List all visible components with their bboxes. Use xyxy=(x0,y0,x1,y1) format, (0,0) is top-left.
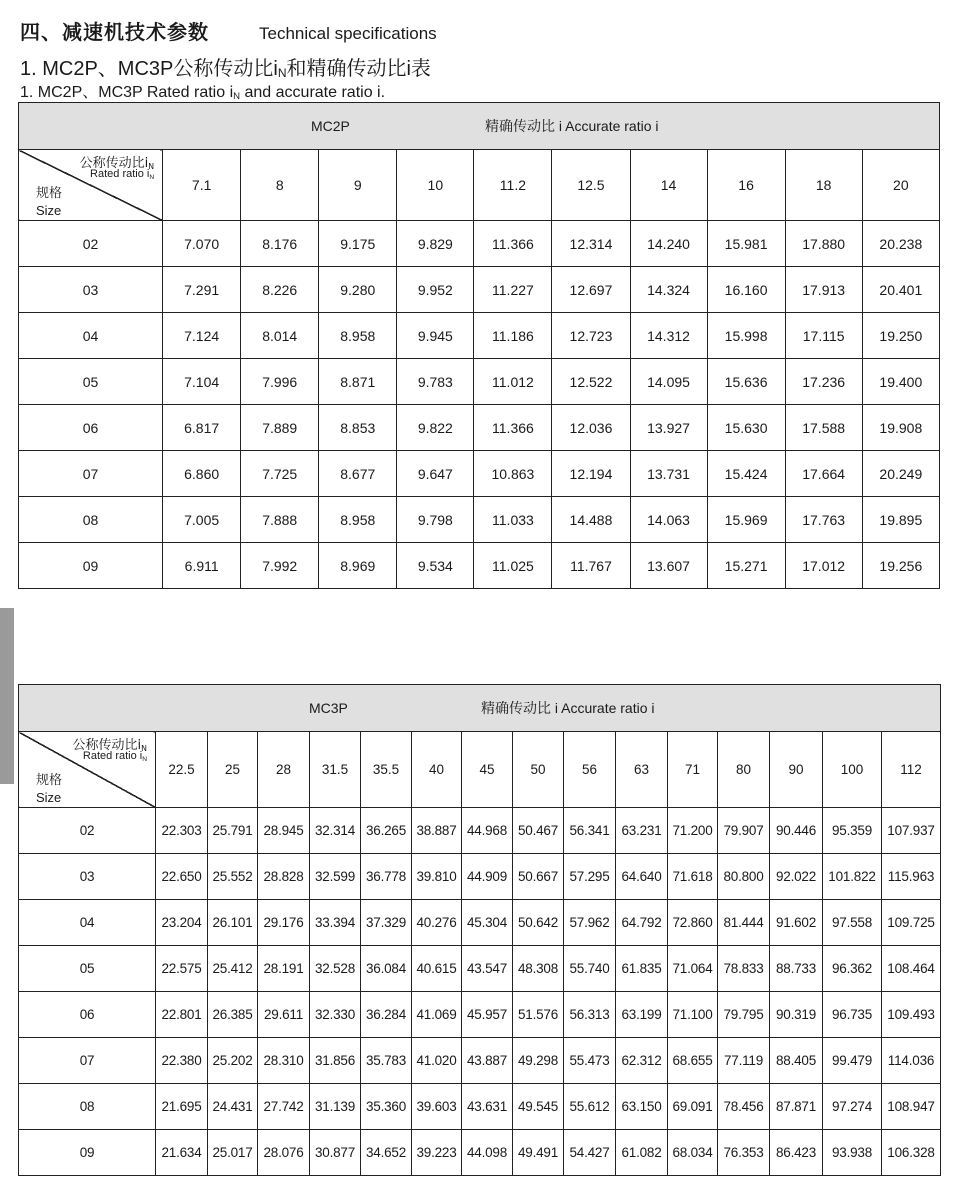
model-name: MC2P xyxy=(311,118,350,134)
accurate-ratio-cell: 32.330 xyxy=(310,992,361,1038)
accurate-ratio-cell: 19.908 xyxy=(862,405,939,451)
table-subtitle-cn: 1. MC2P、MC3P公称传动比$i_N$和精确传动比i表 xyxy=(20,58,431,80)
accurate-ratio-cell: 8.677 xyxy=(319,451,397,497)
size-cell: 05 xyxy=(19,946,156,992)
accurate-ratio-cell: 71.064 xyxy=(668,946,718,992)
accurate-ratio-cell: 36.265 xyxy=(361,808,412,854)
accurate-ratio-cell: 9.534 xyxy=(397,543,474,589)
accurate-ratio-cell: 15.271 xyxy=(707,543,785,589)
accurate-ratio-cell: 29.176 xyxy=(258,900,310,946)
accurate-ratio-cell: 15.981 xyxy=(707,221,785,267)
accurate-ratio-cell: 7.104 xyxy=(163,359,241,405)
accurate-ratio-cell: 69.091 xyxy=(668,1084,718,1130)
rated-ratio-label-en: Rated ratio $i_N$ xyxy=(90,168,155,181)
table-row xyxy=(19,808,941,854)
accurate-ratio-cell: 6.860 xyxy=(163,451,241,497)
table-title-row xyxy=(19,685,941,732)
accurate-ratio-cell: 7.889 xyxy=(241,405,319,451)
rated-ratio-header: 25 xyxy=(208,732,258,808)
mc3p-ratio-table xyxy=(18,684,941,1176)
accurate-ratio-cell: 11.012 xyxy=(474,359,552,405)
accurate-ratio-cell: 86.423 xyxy=(770,1130,823,1176)
accurate-ratio-cell: 12.194 xyxy=(552,451,630,497)
accurate-ratio-cell: 7.124 xyxy=(163,313,241,359)
table-title-cell xyxy=(19,685,941,732)
accurate-ratio-cell: 93.938 xyxy=(823,1130,882,1176)
accurate-ratio-cell: 9.798 xyxy=(397,497,474,543)
accurate-ratio-cell: 108.947 xyxy=(882,1084,941,1130)
accurate-ratio-cell: 97.558 xyxy=(823,900,882,946)
accurate-ratio-cell: 22.380 xyxy=(156,1038,208,1084)
size-cell: 06 xyxy=(19,992,156,1038)
rated-ratio-header: 11.2 xyxy=(474,150,552,221)
accurate-ratio-cell: 17.236 xyxy=(785,359,862,405)
accurate-ratio-cell: 8.226 xyxy=(241,267,319,313)
size-cell: 07 xyxy=(19,1038,156,1084)
table-row xyxy=(19,1130,941,1176)
accurate-ratio-cell: 71.200 xyxy=(668,808,718,854)
accurate-ratio-cell: 36.778 xyxy=(361,854,412,900)
rated-ratio-header: 7.1 xyxy=(163,150,241,221)
accurate-ratio-label: 精确传动比 i Accurate ratio i xyxy=(481,700,655,716)
accurate-ratio-cell: 14.312 xyxy=(630,313,707,359)
accurate-ratio-cell: 30.877 xyxy=(310,1130,361,1176)
accurate-ratio-cell: 61.082 xyxy=(616,1130,668,1176)
accurate-ratio-cell: 26.385 xyxy=(208,992,258,1038)
accurate-ratio-cell: 12.036 xyxy=(552,405,630,451)
accurate-ratio-cell: 19.895 xyxy=(862,497,939,543)
table-row xyxy=(19,451,940,497)
accurate-ratio-cell: 43.631 xyxy=(462,1084,513,1130)
accurate-ratio-cell: 17.763 xyxy=(785,497,862,543)
accurate-ratio-cell: 21.695 xyxy=(156,1084,208,1130)
accurate-ratio-cell: 28.076 xyxy=(258,1130,310,1176)
accurate-ratio-cell: 6.817 xyxy=(163,405,241,451)
table-row xyxy=(19,405,940,451)
accurate-ratio-cell: 12.314 xyxy=(552,221,630,267)
accurate-ratio-cell: 7.005 xyxy=(163,497,241,543)
accurate-ratio-cell: 7.725 xyxy=(241,451,319,497)
rated-ratio-header: 9 xyxy=(319,150,397,221)
accurate-ratio-cell: 25.552 xyxy=(208,854,258,900)
rated-ratio-label-cn: 公称传动比$i_N$ xyxy=(79,156,155,171)
accurate-ratio-cell: 31.856 xyxy=(310,1038,361,1084)
accurate-ratio-cell: 6.911 xyxy=(163,543,241,589)
rated-ratio-header: 100 xyxy=(823,732,882,808)
rated-ratio-header: 31.5 xyxy=(310,732,361,808)
accurate-ratio-cell: 14.324 xyxy=(630,267,707,313)
accurate-ratio-cell: 27.742 xyxy=(258,1084,310,1130)
accurate-ratio-cell: 25.017 xyxy=(208,1130,258,1176)
accurate-ratio-cell: 71.618 xyxy=(668,854,718,900)
accurate-ratio-cell: 11.025 xyxy=(474,543,552,589)
accurate-ratio-cell: 63.231 xyxy=(616,808,668,854)
diagonal-header-cell xyxy=(19,150,163,221)
accurate-ratio-cell: 37.329 xyxy=(361,900,412,946)
rated-ratio-header: 112 xyxy=(882,732,941,808)
accurate-ratio-cell: 43.547 xyxy=(462,946,513,992)
accurate-ratio-cell: 7.070 xyxy=(163,221,241,267)
accurate-ratio-cell: 11.366 xyxy=(474,221,552,267)
accurate-ratio-cell: 49.545 xyxy=(513,1084,564,1130)
table-row xyxy=(19,900,941,946)
accurate-ratio-label: 精确传动比 i Accurate ratio i xyxy=(485,118,659,134)
accurate-ratio-cell: 57.962 xyxy=(564,900,616,946)
accurate-ratio-cell: 50.467 xyxy=(513,808,564,854)
accurate-ratio-cell: 48.308 xyxy=(513,946,564,992)
size-cell: 02 xyxy=(19,808,156,854)
table-title-row xyxy=(19,103,940,150)
accurate-ratio-cell: 17.115 xyxy=(785,313,862,359)
accurate-ratio-cell: 62.312 xyxy=(616,1038,668,1084)
accurate-ratio-cell: 8.014 xyxy=(241,313,319,359)
table-row xyxy=(19,946,941,992)
accurate-ratio-cell: 16.160 xyxy=(707,267,785,313)
accurate-ratio-cell: 56.313 xyxy=(564,992,616,1038)
accurate-ratio-cell: 8.853 xyxy=(319,405,397,451)
accurate-ratio-cell: 61.835 xyxy=(616,946,668,992)
accurate-ratio-cell: 8.958 xyxy=(319,497,397,543)
accurate-ratio-cell: 44.968 xyxy=(462,808,513,854)
accurate-ratio-cell: 78.833 xyxy=(718,946,770,992)
size-cell: 09 xyxy=(19,543,163,589)
accurate-ratio-cell: 14.095 xyxy=(630,359,707,405)
accurate-ratio-cell: 15.969 xyxy=(707,497,785,543)
table-row xyxy=(19,1038,941,1084)
accurate-ratio-cell: 97.274 xyxy=(823,1084,882,1130)
rated-ratio-header: 71 xyxy=(668,732,718,808)
accurate-ratio-cell: 12.697 xyxy=(552,267,630,313)
rated-ratio-label-cn: 公称传动比$i_N$ xyxy=(72,738,147,753)
size-label-cn: 规格 xyxy=(36,773,63,788)
page-edge-tab xyxy=(0,608,14,784)
rated-ratio-header: 8 xyxy=(241,150,319,221)
accurate-ratio-cell: 81.444 xyxy=(718,900,770,946)
accurate-ratio-cell: 54.427 xyxy=(564,1130,616,1176)
accurate-ratio-cell: 50.667 xyxy=(513,854,564,900)
accurate-ratio-cell: 106.328 xyxy=(882,1130,941,1176)
model-name: MC3P xyxy=(309,700,348,716)
accurate-ratio-cell: 10.863 xyxy=(474,451,552,497)
accurate-ratio-cell: 28.310 xyxy=(258,1038,310,1084)
accurate-ratio-cell: 15.998 xyxy=(707,313,785,359)
accurate-ratio-cell: 22.575 xyxy=(156,946,208,992)
accurate-ratio-cell: 19.250 xyxy=(862,313,939,359)
accurate-ratio-cell: 55.740 xyxy=(564,946,616,992)
rated-ratio-header: 35.5 xyxy=(361,732,412,808)
table-title-cell xyxy=(19,103,940,150)
section-title-en: Technical specifications xyxy=(259,24,437,43)
size-cell: 03 xyxy=(19,267,163,313)
accurate-ratio-cell: 80.800 xyxy=(718,854,770,900)
table-row xyxy=(19,497,940,543)
accurate-ratio-cell: 88.405 xyxy=(770,1038,823,1084)
accurate-ratio-cell: 11.227 xyxy=(474,267,552,313)
accurate-ratio-cell: 28.828 xyxy=(258,854,310,900)
ratio-header-row xyxy=(19,732,941,808)
accurate-ratio-cell: 15.636 xyxy=(707,359,785,405)
accurate-ratio-cell: 91.602 xyxy=(770,900,823,946)
size-cell: 06 xyxy=(19,405,163,451)
size-cell: 09 xyxy=(19,1130,156,1176)
accurate-ratio-cell: 39.223 xyxy=(412,1130,462,1176)
accurate-ratio-cell: 15.630 xyxy=(707,405,785,451)
accurate-ratio-cell: 11.186 xyxy=(474,313,552,359)
accurate-ratio-cell: 109.493 xyxy=(882,992,941,1038)
rated-ratio-header: 20 xyxy=(862,150,939,221)
accurate-ratio-cell: 7.992 xyxy=(241,543,319,589)
accurate-ratio-cell: 22.303 xyxy=(156,808,208,854)
accurate-ratio-cell: 12.522 xyxy=(552,359,630,405)
accurate-ratio-cell: 20.238 xyxy=(862,221,939,267)
accurate-ratio-cell: 39.810 xyxy=(412,854,462,900)
size-cell: 07 xyxy=(19,451,163,497)
rated-ratio-header: 90 xyxy=(770,732,823,808)
accurate-ratio-cell: 45.957 xyxy=(462,992,513,1038)
accurate-ratio-cell: 9.280 xyxy=(319,267,397,313)
accurate-ratio-cell: 13.607 xyxy=(630,543,707,589)
accurate-ratio-cell: 32.314 xyxy=(310,808,361,854)
table-row xyxy=(19,359,940,405)
accurate-ratio-cell: 57.295 xyxy=(564,854,616,900)
size-label-cn: 规格 xyxy=(36,186,63,201)
table-row xyxy=(19,221,940,267)
accurate-ratio-cell: 28.191 xyxy=(258,946,310,992)
accurate-ratio-cell: 50.642 xyxy=(513,900,564,946)
accurate-ratio-cell: 17.588 xyxy=(785,405,862,451)
rated-ratio-header: 10 xyxy=(397,150,474,221)
table-row xyxy=(19,854,941,900)
accurate-ratio-cell: 11.767 xyxy=(552,543,630,589)
section-title-cn: 四、减速机技术参数 xyxy=(20,20,209,44)
accurate-ratio-cell: 20.401 xyxy=(862,267,939,313)
size-cell: 08 xyxy=(19,497,163,543)
accurate-ratio-cell: 95.359 xyxy=(823,808,882,854)
accurate-ratio-cell: 114.036 xyxy=(882,1038,941,1084)
accurate-ratio-cell: 8.958 xyxy=(319,313,397,359)
accurate-ratio-cell: 40.615 xyxy=(412,946,462,992)
accurate-ratio-cell: 8.176 xyxy=(241,221,319,267)
ratio-header-row xyxy=(19,150,940,221)
accurate-ratio-cell: 11.033 xyxy=(474,497,552,543)
diagonal-header-cell xyxy=(19,732,156,808)
accurate-ratio-cell: 92.022 xyxy=(770,854,823,900)
accurate-ratio-cell: 63.199 xyxy=(616,992,668,1038)
rated-ratio-header: 16 xyxy=(707,150,785,221)
rated-ratio-header: 40 xyxy=(412,732,462,808)
size-cell: 03 xyxy=(19,854,156,900)
accurate-ratio-cell: 25.791 xyxy=(208,808,258,854)
accurate-ratio-cell: 78.456 xyxy=(718,1084,770,1130)
accurate-ratio-cell: 44.909 xyxy=(462,854,513,900)
accurate-ratio-cell: 15.424 xyxy=(707,451,785,497)
accurate-ratio-cell: 56.341 xyxy=(564,808,616,854)
rated-ratio-header: 50 xyxy=(513,732,564,808)
accurate-ratio-cell: 19.256 xyxy=(862,543,939,589)
accurate-ratio-cell: 7.996 xyxy=(241,359,319,405)
accurate-ratio-cell: 14.063 xyxy=(630,497,707,543)
rated-ratio-header: 45 xyxy=(462,732,513,808)
accurate-ratio-cell: 55.612 xyxy=(564,1084,616,1130)
size-cell: 04 xyxy=(19,313,163,359)
size-cell: 08 xyxy=(19,1084,156,1130)
rated-ratio-header: 18 xyxy=(785,150,862,221)
accurate-ratio-cell: 109.725 xyxy=(882,900,941,946)
size-label-en: Size xyxy=(36,790,62,805)
accurate-ratio-cell: 9.822 xyxy=(397,405,474,451)
accurate-ratio-cell: 79.907 xyxy=(718,808,770,854)
accurate-ratio-cell: 7.291 xyxy=(163,267,241,313)
rated-ratio-header: 63 xyxy=(616,732,668,808)
rated-ratio-header: 56 xyxy=(564,732,616,808)
accurate-ratio-cell: 19.400 xyxy=(862,359,939,405)
accurate-ratio-cell: 72.860 xyxy=(668,900,718,946)
accurate-ratio-cell: 36.084 xyxy=(361,946,412,992)
accurate-ratio-cell: 9.647 xyxy=(397,451,474,497)
accurate-ratio-cell: 107.937 xyxy=(882,808,941,854)
accurate-ratio-cell: 44.098 xyxy=(462,1130,513,1176)
accurate-ratio-cell: 20.249 xyxy=(862,451,939,497)
accurate-ratio-cell: 49.298 xyxy=(513,1038,564,1084)
accurate-ratio-cell: 24.431 xyxy=(208,1084,258,1130)
accurate-ratio-cell: 35.360 xyxy=(361,1084,412,1130)
accurate-ratio-cell: 29.611 xyxy=(258,992,310,1038)
accurate-ratio-cell: 35.783 xyxy=(361,1038,412,1084)
accurate-ratio-cell: 64.792 xyxy=(616,900,668,946)
accurate-ratio-cell: 25.412 xyxy=(208,946,258,992)
accurate-ratio-cell: 21.634 xyxy=(156,1130,208,1176)
table-row xyxy=(19,1084,941,1130)
accurate-ratio-cell: 68.034 xyxy=(668,1130,718,1176)
accurate-ratio-cell: 96.362 xyxy=(823,946,882,992)
accurate-ratio-cell: 76.353 xyxy=(718,1130,770,1176)
size-label-en: Size xyxy=(36,203,62,218)
accurate-ratio-cell: 25.202 xyxy=(208,1038,258,1084)
accurate-ratio-cell: 101.822 xyxy=(823,854,882,900)
accurate-ratio-cell: 23.204 xyxy=(156,900,208,946)
accurate-ratio-cell: 28.945 xyxy=(258,808,310,854)
accurate-ratio-cell: 36.284 xyxy=(361,992,412,1038)
size-cell: 04 xyxy=(19,900,156,946)
accurate-ratio-cell: 13.927 xyxy=(630,405,707,451)
accurate-ratio-cell: 17.880 xyxy=(785,221,862,267)
accurate-ratio-cell: 9.783 xyxy=(397,359,474,405)
rated-ratio-header: 22.5 xyxy=(156,732,208,808)
accurate-ratio-cell: 51.576 xyxy=(513,992,564,1038)
rated-ratio-header: 12.5 xyxy=(552,150,630,221)
accurate-ratio-cell: 38.887 xyxy=(412,808,462,854)
accurate-ratio-cell: 55.473 xyxy=(564,1038,616,1084)
table-row xyxy=(19,543,940,589)
accurate-ratio-cell: 13.731 xyxy=(630,451,707,497)
accurate-ratio-cell: 22.801 xyxy=(156,992,208,1038)
accurate-ratio-cell: 88.733 xyxy=(770,946,823,992)
accurate-ratio-cell: 32.599 xyxy=(310,854,361,900)
accurate-ratio-cell: 96.735 xyxy=(823,992,882,1038)
accurate-ratio-cell: 41.069 xyxy=(412,992,462,1038)
accurate-ratio-cell: 9.945 xyxy=(397,313,474,359)
table-row xyxy=(19,267,940,313)
accurate-ratio-cell: 43.887 xyxy=(462,1038,513,1084)
accurate-ratio-cell: 63.150 xyxy=(616,1084,668,1130)
accurate-ratio-cell: 8.969 xyxy=(319,543,397,589)
accurate-ratio-cell: 49.491 xyxy=(513,1130,564,1176)
accurate-ratio-cell: 9.175 xyxy=(319,221,397,267)
rated-ratio-header: 14 xyxy=(630,150,707,221)
accurate-ratio-cell: 32.528 xyxy=(310,946,361,992)
accurate-ratio-cell: 34.652 xyxy=(361,1130,412,1176)
accurate-ratio-cell: 87.871 xyxy=(770,1084,823,1130)
accurate-ratio-cell: 64.640 xyxy=(616,854,668,900)
rated-ratio-header: 80 xyxy=(718,732,770,808)
accurate-ratio-cell: 8.871 xyxy=(319,359,397,405)
accurate-ratio-cell: 77.119 xyxy=(718,1038,770,1084)
accurate-ratio-cell: 9.952 xyxy=(397,267,474,313)
table-row xyxy=(19,992,941,1038)
accurate-ratio-cell: 71.100 xyxy=(668,992,718,1038)
accurate-ratio-cell: 26.101 xyxy=(208,900,258,946)
accurate-ratio-cell: 17.913 xyxy=(785,267,862,313)
accurate-ratio-cell: 33.394 xyxy=(310,900,361,946)
accurate-ratio-cell: 115.963 xyxy=(882,854,941,900)
accurate-ratio-cell: 12.723 xyxy=(552,313,630,359)
table-subtitle-en: 1. MC2P、MC3P Rated ratio $i_N$ and accurate ratio i. xyxy=(20,84,386,102)
size-cell: 05 xyxy=(19,359,163,405)
rated-ratio-label-en: Rated ratio $i_N$ xyxy=(82,750,147,763)
accurate-ratio-cell: 14.488 xyxy=(552,497,630,543)
section-header xyxy=(20,16,437,46)
accurate-ratio-cell: 9.829 xyxy=(397,221,474,267)
rated-ratio-header: 28 xyxy=(258,732,310,808)
size-cell: 02 xyxy=(19,221,163,267)
mc2p-ratio-table xyxy=(18,102,940,589)
accurate-ratio-cell: 90.319 xyxy=(770,992,823,1038)
accurate-ratio-cell: 41.020 xyxy=(412,1038,462,1084)
accurate-ratio-cell: 17.012 xyxy=(785,543,862,589)
accurate-ratio-cell: 99.479 xyxy=(823,1038,882,1084)
accurate-ratio-cell: 108.464 xyxy=(882,946,941,992)
accurate-ratio-cell: 7.888 xyxy=(241,497,319,543)
accurate-ratio-cell: 79.795 xyxy=(718,992,770,1038)
accurate-ratio-cell: 39.603 xyxy=(412,1084,462,1130)
accurate-ratio-cell: 11.366 xyxy=(474,405,552,451)
table-row xyxy=(19,313,940,359)
accurate-ratio-cell: 68.655 xyxy=(668,1038,718,1084)
accurate-ratio-cell: 90.446 xyxy=(770,808,823,854)
accurate-ratio-cell: 17.664 xyxy=(785,451,862,497)
accurate-ratio-cell: 14.240 xyxy=(630,221,707,267)
accurate-ratio-cell: 45.304 xyxy=(462,900,513,946)
accurate-ratio-cell: 31.139 xyxy=(310,1084,361,1130)
accurate-ratio-cell: 22.650 xyxy=(156,854,208,900)
accurate-ratio-cell: 40.276 xyxy=(412,900,462,946)
